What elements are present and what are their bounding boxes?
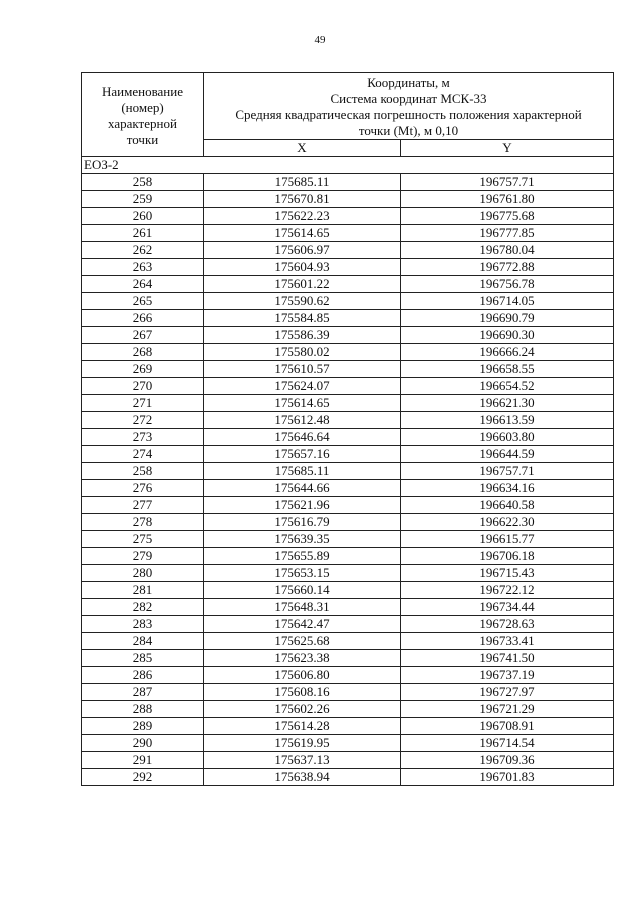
x-coordinate: 175614.65 [204, 395, 401, 412]
table-row [82, 344, 614, 361]
y-coordinate: 196727.97 [401, 684, 614, 701]
x-coordinate: 175638.94 [204, 769, 401, 786]
table-row [82, 446, 614, 463]
point-number: 267 [82, 327, 204, 344]
point-number: 278 [82, 514, 204, 531]
table-row [82, 752, 614, 769]
y-coordinate: 196780.04 [401, 242, 614, 259]
x-coordinate: 175637.13 [204, 752, 401, 769]
y-coordinate: 196757.71 [401, 174, 614, 191]
x-coordinate: 175646.64 [204, 429, 401, 446]
point-number: 286 [82, 667, 204, 684]
table-row [82, 174, 614, 191]
x-coordinate: 175601.22 [204, 276, 401, 293]
y-coordinate: 196706.18 [401, 548, 614, 565]
table-row [82, 463, 614, 480]
y-coordinate: 196722.12 [401, 582, 614, 599]
x-coordinate: 175648.31 [204, 599, 401, 616]
y-coordinate: 196737.19 [401, 667, 614, 684]
x-coordinate: 175624.07 [204, 378, 401, 395]
x-coordinate: 175616.79 [204, 514, 401, 531]
x-coordinate: 175586.39 [204, 327, 401, 344]
coordinates-header-line: Система координат МСК-33 [330, 91, 487, 106]
table-row [82, 276, 614, 293]
y-column-header: Y [401, 140, 614, 157]
section-label: ЕОЗ-2 [82, 157, 614, 174]
point-number: 280 [82, 565, 204, 582]
y-coordinate: 196634.16 [401, 480, 614, 497]
x-coordinate: 175625.68 [204, 633, 401, 650]
y-coordinate: 196644.59 [401, 446, 614, 463]
table-row [82, 769, 614, 786]
y-coordinate: 196741.50 [401, 650, 614, 667]
point-number: 277 [82, 497, 204, 514]
point-number: 263 [82, 259, 204, 276]
table-row [82, 327, 614, 344]
table-row [82, 429, 614, 446]
point-number: 292 [82, 769, 204, 786]
point-number: 275 [82, 531, 204, 548]
x-coordinate: 175670.81 [204, 191, 401, 208]
point-number: 261 [82, 225, 204, 242]
table-row [82, 225, 614, 242]
y-coordinate: 196714.05 [401, 293, 614, 310]
y-coordinate: 196734.44 [401, 599, 614, 616]
x-coordinate: 175606.80 [204, 667, 401, 684]
y-coordinate: 196658.55 [401, 361, 614, 378]
x-coordinate: 175653.15 [204, 565, 401, 582]
x-coordinate: 175612.48 [204, 412, 401, 429]
x-coordinate: 175590.62 [204, 293, 401, 310]
x-coordinate: 175655.89 [204, 548, 401, 565]
y-coordinate: 196761.80 [401, 191, 614, 208]
x-coordinate: 175614.28 [204, 718, 401, 735]
y-coordinate: 196715.43 [401, 565, 614, 582]
table-row [82, 701, 614, 718]
table-row [82, 650, 614, 667]
page-number: 49 [314, 34, 326, 46]
point-number: 258 [82, 174, 204, 191]
y-coordinate: 196603.80 [401, 429, 614, 446]
y-coordinate: 196708.91 [401, 718, 614, 735]
y-coordinate: 196777.85 [401, 225, 614, 242]
x-coordinate: 175621.96 [204, 497, 401, 514]
point-number: 266 [82, 310, 204, 327]
point-name-header-line: характерной [108, 115, 177, 131]
x-coordinate: 175685.11 [204, 174, 401, 191]
point-number: 283 [82, 616, 204, 633]
y-coordinate: 196615.77 [401, 531, 614, 548]
table-row [82, 361, 614, 378]
x-coordinate: 175608.16 [204, 684, 401, 701]
x-coordinate: 175584.85 [204, 310, 401, 327]
coordinates-header [204, 73, 614, 140]
x-coordinate: 175639.35 [204, 531, 401, 548]
y-coordinate: 196690.79 [401, 310, 614, 327]
y-coordinate: 196756.78 [401, 276, 614, 293]
point-number: 265 [82, 293, 204, 310]
point-number: 281 [82, 582, 204, 599]
y-coordinate: 196621.30 [401, 395, 614, 412]
y-coordinate: 196622.30 [401, 514, 614, 531]
point-number: 272 [82, 412, 204, 429]
point-number: 259 [82, 191, 204, 208]
x-coordinate: 175614.65 [204, 225, 401, 242]
table-row [82, 735, 614, 752]
y-coordinate: 196690.30 [401, 327, 614, 344]
y-coordinate: 196733.41 [401, 633, 614, 650]
table-row [82, 412, 614, 429]
point-number: 271 [82, 395, 204, 412]
table-row [82, 497, 614, 514]
x-coordinate: 175623.38 [204, 650, 401, 667]
point-number: 260 [82, 208, 204, 225]
table-row [82, 259, 614, 276]
x-coordinate: 175604.93 [204, 259, 401, 276]
point-number: 285 [82, 650, 204, 667]
x-coordinate: 175580.02 [204, 344, 401, 361]
point-number: 264 [82, 276, 204, 293]
table-row [82, 480, 614, 497]
x-coordinate: 175610.57 [204, 361, 401, 378]
y-coordinate: 196721.29 [401, 701, 614, 718]
point-number: 270 [82, 378, 204, 395]
coordinates-header-line: Координаты, м [367, 75, 450, 90]
table-row [82, 582, 614, 599]
point-number: 269 [82, 361, 204, 378]
table-row [82, 395, 614, 412]
x-coordinate: 175606.97 [204, 242, 401, 259]
table-row [82, 633, 614, 650]
point-number: 279 [82, 548, 204, 565]
y-coordinate: 196728.63 [401, 616, 614, 633]
point-number: 276 [82, 480, 204, 497]
table-row [82, 684, 614, 701]
x-coordinate: 175619.95 [204, 735, 401, 752]
point-number: 289 [82, 718, 204, 735]
y-coordinate: 196654.52 [401, 378, 614, 395]
point-number: 274 [82, 446, 204, 463]
table-row [82, 718, 614, 735]
x-coordinate: 175660.14 [204, 582, 401, 599]
x-coordinate: 175685.11 [204, 463, 401, 480]
y-coordinate: 196640.58 [401, 497, 614, 514]
coordinates-header-line: точки (Mt), м 0,10 [358, 123, 459, 138]
y-coordinate: 196613.59 [401, 412, 614, 429]
point-name-header-line: (номер) [121, 99, 164, 115]
table-row [82, 191, 614, 208]
x-coordinate: 175657.16 [204, 446, 401, 463]
point-number: 290 [82, 735, 204, 752]
y-coordinate: 196772.88 [401, 259, 614, 276]
table-row [82, 242, 614, 259]
x-coordinate: 175642.47 [204, 616, 401, 633]
table-row [82, 531, 614, 548]
point-number: 287 [82, 684, 204, 701]
y-coordinate: 196757.71 [401, 463, 614, 480]
table-row [82, 548, 614, 565]
y-coordinate: 196666.24 [401, 344, 614, 361]
point-number: 258 [82, 463, 204, 480]
point-number: 288 [82, 701, 204, 718]
y-coordinate: 196775.68 [401, 208, 614, 225]
table-row [82, 514, 614, 531]
x-coordinate: 175622.23 [204, 208, 401, 225]
point-number: 291 [82, 752, 204, 769]
x-column-header: X [204, 140, 401, 157]
y-coordinate: 196714.54 [401, 735, 614, 752]
x-coordinate: 175644.66 [204, 480, 401, 497]
point-number: 268 [82, 344, 204, 361]
point-name-header-line: точки [126, 131, 159, 147]
coordinates-table [81, 72, 614, 786]
table-row [82, 378, 614, 395]
y-coordinate: 196709.36 [401, 752, 614, 769]
point-name-header-line: Наименование [102, 83, 183, 99]
point-number: 273 [82, 429, 204, 446]
table-row [82, 293, 614, 310]
coordinates-header-line: Средняя квадратическая погрешность положения характерной [235, 107, 582, 122]
table-row [82, 667, 614, 684]
table-row [82, 616, 614, 633]
point-number: 262 [82, 242, 204, 259]
table-row [82, 208, 614, 225]
y-coordinate: 196701.83 [401, 769, 614, 786]
table-row [82, 599, 614, 616]
table-row [82, 310, 614, 327]
table-row [82, 565, 614, 582]
x-coordinate: 175602.26 [204, 701, 401, 718]
point-number: 284 [82, 633, 204, 650]
point-number: 282 [82, 599, 204, 616]
point-name-header [82, 73, 204, 157]
